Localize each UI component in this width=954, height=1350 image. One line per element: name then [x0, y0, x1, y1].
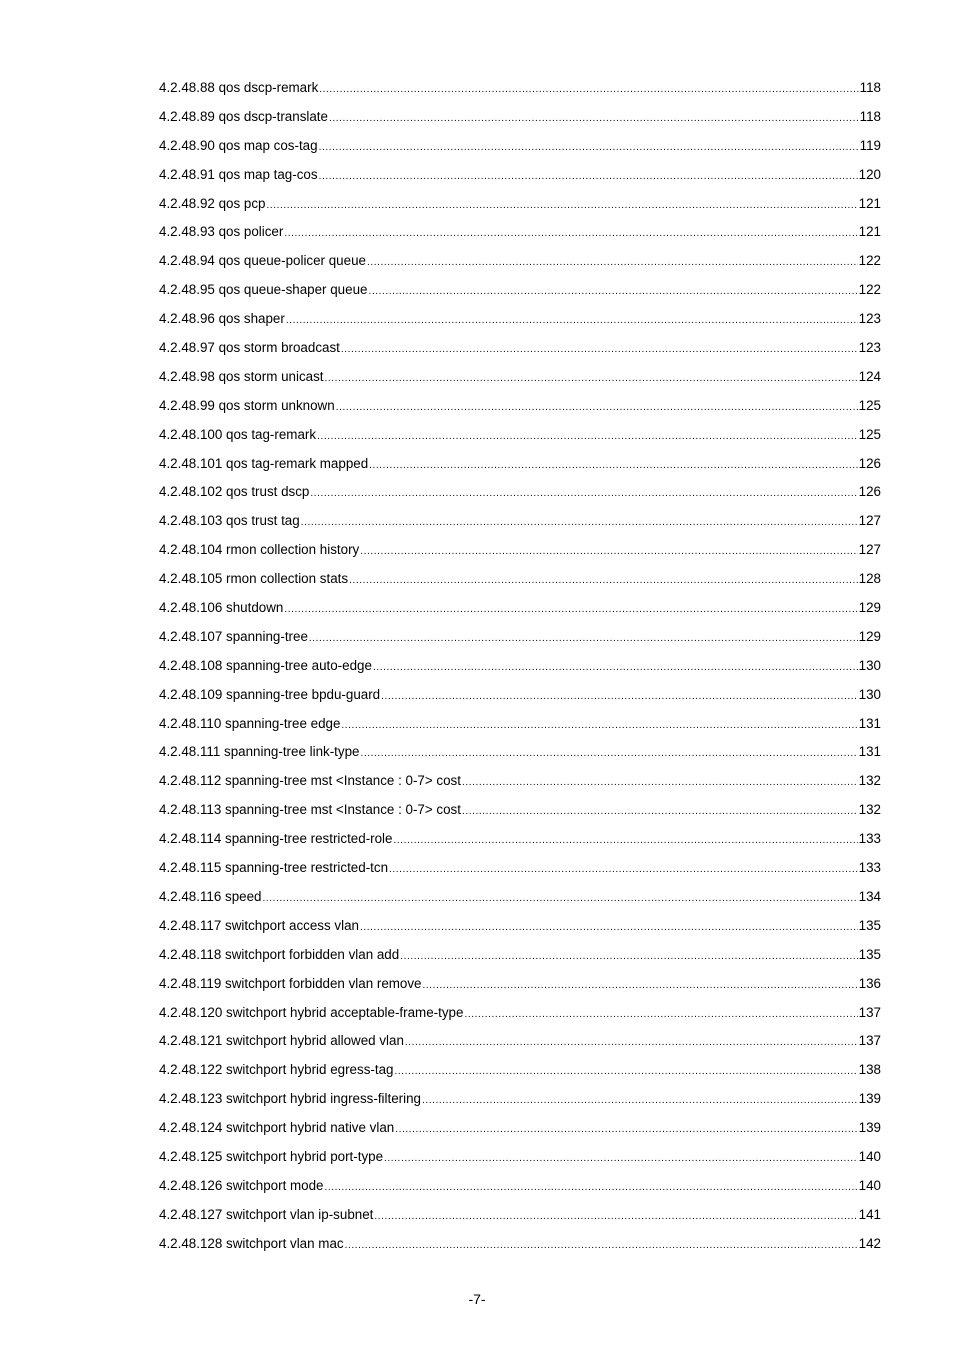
toc-entry-title: 4.2.48.99 qos storm unknown	[159, 397, 335, 413]
toc-entry[interactable]	[159, 166, 881, 195]
toc-entry[interactable]	[159, 715, 881, 744]
toc-entry[interactable]	[159, 1032, 881, 1061]
toc-entry[interactable]	[159, 772, 881, 801]
toc-dot-leader	[286, 312, 858, 330]
toc-dot-leader	[462, 774, 858, 792]
toc-entry[interactable]	[159, 541, 881, 570]
toc-entry-page: 120	[858, 166, 881, 182]
toc-entry[interactable]	[159, 79, 881, 108]
toc-entry-page: 127	[858, 542, 881, 558]
toc-entry-page: 142	[858, 1235, 881, 1251]
toc-entry[interactable]	[159, 1206, 881, 1235]
toc-entry-page: 119	[859, 137, 881, 153]
toc-entry-page: 121	[858, 224, 881, 240]
toc-dot-leader	[361, 745, 858, 763]
toc-entry-page: 123	[858, 311, 881, 327]
toc-entry[interactable]	[159, 801, 881, 830]
toc-entry[interactable]	[159, 281, 881, 310]
toc-entry-title: 4.2.48.116 speed	[159, 888, 262, 904]
toc-entry-title: 4.2.48.104 rmon collection history	[159, 542, 360, 558]
toc-entry[interactable]	[159, 946, 881, 975]
toc-entry-page: 122	[858, 253, 881, 269]
toc-entry-page: 121	[858, 195, 881, 211]
toc-entry[interactable]	[159, 137, 881, 166]
toc-entry-title: 4.2.48.101 qos tag-remark mapped	[159, 455, 369, 471]
toc-dot-leader	[284, 601, 857, 619]
toc-entry-title: 4.2.48.100 qos tag-remark	[159, 426, 317, 442]
toc-entry[interactable]	[159, 628, 881, 657]
toc-entry-title: 4.2.48.94 qos queue-policer queue	[159, 253, 366, 269]
toc-entry-page: 139	[858, 1120, 881, 1136]
toc-entry-page: 131	[858, 715, 881, 731]
table-of-contents	[159, 79, 881, 1264]
toc-entry-title: 4.2.48.103 qos trust tag	[159, 513, 300, 529]
toc-entry-page: 140	[858, 1148, 881, 1164]
toc-entry-page: 126	[858, 455, 881, 471]
toc-entry[interactable]	[159, 252, 881, 281]
toc-entry-title: 4.2.48.118 switchport forbidden vlan add	[159, 946, 400, 962]
toc-entry-page: 130	[858, 657, 881, 673]
toc-entry-title: 4.2.48.107 spanning-tree	[159, 628, 308, 644]
toc-entry-title: 4.2.48.109 spanning-tree bpdu-guard	[159, 686, 381, 702]
toc-entry[interactable]	[159, 830, 881, 859]
toc-entry-title: 4.2.48.124 switchport hybrid native vlan	[159, 1120, 395, 1136]
toc-entry-title: 4.2.48.89 qos dscp-translate	[159, 108, 328, 124]
toc-entry[interactable]	[159, 1004, 881, 1033]
toc-entry-title: 4.2.48.122 switchport hybrid egress-tag	[159, 1062, 394, 1078]
toc-entry[interactable]	[159, 1235, 881, 1264]
toc-entry-title: 4.2.48.126 switchport mode	[159, 1177, 324, 1193]
toc-entry[interactable]	[159, 1061, 881, 1090]
toc-entry[interactable]	[159, 397, 881, 426]
toc-entry-page: 125	[858, 397, 881, 413]
toc-entry-title: 4.2.48.96 qos shaper	[159, 311, 285, 327]
toc-entry[interactable]	[159, 223, 881, 252]
toc-entry-page: 138	[858, 1062, 881, 1078]
toc-dot-leader	[462, 803, 858, 821]
toc-entry-title: 4.2.48.119 switchport forbidden vlan remove	[159, 975, 422, 991]
toc-entry-page: 128	[858, 571, 881, 587]
toc-entry[interactable]	[159, 975, 881, 1004]
toc-entry-title: 4.2.48.88 qos dscp-remark	[159, 80, 319, 95]
toc-entry-title: 4.2.48.92 qos pcp	[159, 195, 266, 211]
toc-entry-page: 140	[858, 1177, 881, 1193]
toc-entry-title: 4.2.48.102 qos trust dscp	[159, 484, 310, 500]
toc-entry-page: 129	[858, 600, 881, 616]
toc-entry[interactable]	[159, 570, 881, 599]
toc-entry-title: 4.2.48.106 shutdown	[159, 600, 284, 616]
toc-entry[interactable]	[159, 888, 881, 917]
toc-entry-page: 141	[858, 1206, 881, 1222]
toc-entry-page: 127	[858, 513, 881, 529]
toc-dot-leader	[373, 659, 858, 677]
toc-entry-page: 132	[858, 773, 881, 789]
toc-entry-page: 133	[858, 860, 881, 876]
toc-entry-page: 125	[858, 426, 881, 442]
toc-entry-page: 134	[858, 888, 881, 904]
toc-entry[interactable]	[159, 1148, 881, 1177]
toc-entry-title: 4.2.48.115 spanning-tree restricted-tcn	[159, 860, 389, 876]
toc-dot-leader	[405, 1034, 858, 1052]
toc-dot-leader	[360, 919, 858, 937]
toc-entry[interactable]	[159, 195, 881, 224]
toc-entry[interactable]	[159, 426, 881, 455]
toc-dot-leader	[309, 630, 858, 648]
toc-dot-leader	[319, 81, 858, 99]
toc-entry-title: 4.2.48.98 qos storm unicast	[159, 368, 324, 384]
toc-entry-title: 4.2.48.123 switchport hybrid ingress-filtering	[159, 1091, 421, 1107]
toc-entry-page: 123	[858, 340, 881, 356]
toc-dot-leader	[384, 1150, 858, 1168]
toc-entry-page: 118	[859, 108, 881, 124]
toc-dot-leader	[317, 428, 858, 446]
toc-dot-leader	[394, 1063, 857, 1081]
toc-dot-leader	[389, 861, 858, 879]
toc-entry[interactable]	[159, 657, 881, 686]
toc-entry-title: 4.2.48.93 qos policer	[159, 224, 284, 240]
toc-entry[interactable]	[159, 599, 881, 628]
toc-entry[interactable]	[159, 512, 881, 541]
toc-entry[interactable]	[159, 310, 881, 339]
toc-entry-page: 132	[858, 802, 881, 818]
toc-entry-page: 131	[858, 744, 881, 760]
toc-entry-page: 129	[858, 628, 881, 644]
toc-dot-leader	[336, 399, 858, 417]
toc-entry-page: 137	[858, 1033, 881, 1049]
toc-entry-title: 4.2.48.91 qos map tag-cos	[159, 166, 318, 182]
toc-entry[interactable]	[159, 1119, 881, 1148]
toc-entry-title: 4.2.48.113 spanning-tree mst <Instance : 0-7> cost	[159, 802, 461, 818]
toc-entry[interactable]	[159, 1090, 881, 1119]
toc-entry[interactable]	[159, 368, 881, 397]
toc-entry-page: 118	[859, 80, 881, 95]
toc-entry-page: 130	[858, 686, 881, 702]
toc-dot-leader	[395, 1121, 857, 1139]
toc-entry[interactable]	[159, 743, 881, 772]
toc-entry-title: 4.2.48.125 switchport hybrid port-type	[159, 1148, 384, 1164]
toc-entry-title: 4.2.48.117 switchport access vlan	[159, 917, 359, 933]
toc-dot-leader	[400, 948, 857, 966]
toc-entry[interactable]	[159, 859, 881, 888]
toc-entry-title: 4.2.48.120 switchport hybrid acceptable-frame-type	[159, 1004, 464, 1020]
toc-dot-leader	[301, 514, 858, 532]
toc-dot-leader	[393, 832, 857, 850]
toc-dot-leader	[319, 139, 859, 157]
toc-dot-leader	[381, 688, 858, 706]
toc-entry-page: 135	[858, 917, 881, 933]
toc-entry-title: 4.2.48.121 switchport hybrid allowed vlan	[159, 1033, 404, 1049]
toc-entry-page: 136	[858, 975, 881, 991]
toc-entry[interactable]	[159, 686, 881, 715]
toc-dot-leader	[266, 197, 857, 215]
toc-entry[interactable]	[159, 1177, 881, 1206]
toc-dot-leader	[374, 1208, 857, 1226]
toc-dot-leader	[464, 1006, 857, 1024]
toc-dot-leader	[369, 457, 857, 475]
toc-entry-page: 137	[858, 1004, 881, 1020]
toc-dot-leader	[319, 168, 858, 186]
toc-entry-title: 4.2.48.128 switchport vlan mac	[159, 1235, 344, 1251]
toc-dot-leader	[329, 110, 859, 128]
toc-dot-leader	[341, 341, 858, 359]
toc-entry-page: 126	[858, 484, 881, 500]
toc-dot-leader	[284, 225, 857, 243]
toc-dot-leader	[367, 254, 858, 272]
toc-dot-leader	[345, 1237, 858, 1255]
toc-entry[interactable]	[159, 917, 881, 946]
toc-dot-leader	[422, 1092, 858, 1110]
toc-entry-page: 122	[858, 282, 881, 298]
toc-entry-page: 133	[858, 831, 881, 847]
toc-dot-leader	[423, 977, 858, 995]
toc-entry-title: 4.2.48.112 spanning-tree mst <Instance : 0-7> cost	[159, 773, 461, 789]
toc-dot-leader	[325, 1179, 858, 1197]
toc-entry-title: 4.2.48.95 qos queue-shaper queue	[159, 282, 368, 298]
toc-entry-page: 139	[858, 1091, 881, 1107]
toc-entry-title: 4.2.48.114 spanning-tree restricted-role	[159, 831, 393, 847]
toc-entry-title: 4.2.48.127 switchport vlan ip-subnet	[159, 1206, 374, 1222]
toc-entry-title: 4.2.48.90 qos map cos-tag	[159, 137, 318, 153]
toc-dot-leader	[325, 370, 858, 388]
toc-dot-leader	[349, 572, 858, 590]
toc-dot-leader	[310, 485, 857, 503]
toc-entry-title: 4.2.48.97 qos storm broadcast	[159, 340, 340, 356]
toc-entry[interactable]	[159, 339, 881, 368]
toc-entry-title: 4.2.48.105 rmon collection stats	[159, 571, 349, 587]
toc-entry[interactable]	[159, 483, 881, 512]
toc-entry[interactable]	[159, 108, 881, 137]
toc-entry-title: 4.2.48.110 spanning-tree edge	[159, 715, 341, 731]
page-number: -7-	[468, 1291, 486, 1307]
toc-dot-leader	[263, 890, 858, 908]
toc-entry-page: 124	[858, 368, 881, 384]
toc-entry-title: 4.2.48.111 spanning-tree link-type	[159, 744, 360, 760]
toc-dot-leader	[368, 283, 857, 301]
toc-entry-title: 4.2.48.108 spanning-tree auto-edge	[159, 657, 372, 673]
toc-entry[interactable]	[159, 455, 881, 484]
toc-entry-page: 135	[858, 946, 881, 962]
toc-dot-leader	[341, 717, 857, 735]
toc-dot-leader	[360, 543, 857, 561]
